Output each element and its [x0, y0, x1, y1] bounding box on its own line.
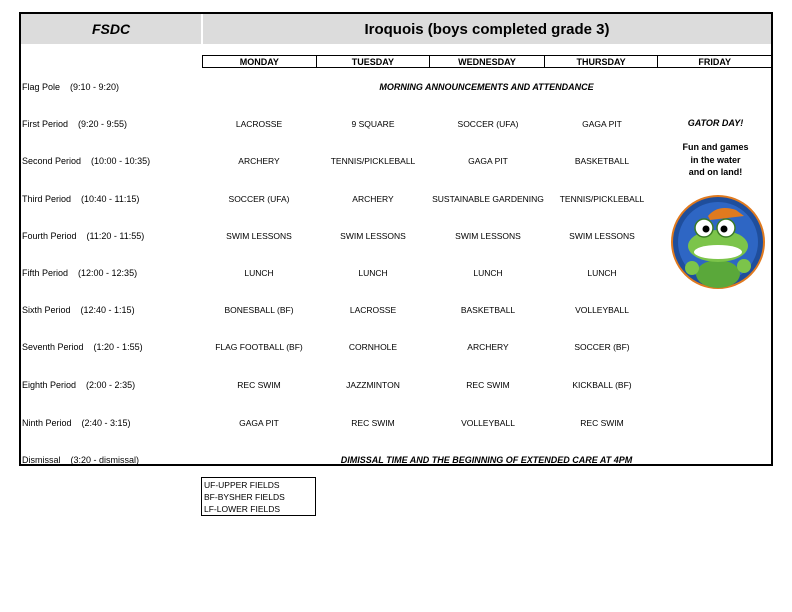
activity-cell: TENNIS/PICKLEBALL: [330, 156, 416, 166]
period-time: (10:40 - 11:15): [81, 194, 140, 204]
period-row: [21, 192, 771, 206]
period-label: [22, 154, 150, 168]
gator-mascot-image: [670, 194, 766, 290]
day-friday: FRIDAY: [657, 55, 771, 68]
banner-text: DIMISSAL TIME AND THE BEGINNING OF EXTENDED CARE AT 4PM: [340, 455, 633, 465]
activity-cell: LUNCH: [473, 268, 503, 278]
period-row: [21, 453, 771, 467]
activity-cell: BONESBALL (BF): [224, 305, 294, 315]
period-label: [22, 192, 139, 206]
period-name: Sixth Period: [22, 305, 71, 315]
period-name: Ninth Period: [22, 418, 72, 428]
activity-cell: SOCCER (UFA): [457, 119, 519, 129]
activity-cell: SOCCER (BF): [574, 342, 630, 352]
activity-cell: SOCCER (UFA): [228, 194, 290, 204]
activity-cell: LACROSSE: [235, 119, 283, 129]
period-name: Fifth Period: [22, 268, 69, 278]
legend-item: BF-BYSHER FIELDS: [204, 492, 285, 502]
activity-cell: SWIM LESSONS: [340, 231, 406, 241]
period-row: [21, 416, 771, 430]
activity-cell: GAGA PIT: [239, 418, 279, 428]
field-legend: [201, 477, 316, 516]
friday-description: [658, 141, 773, 179]
period-time: (11:20 - 11:55): [86, 231, 145, 241]
legend-item: UF-UPPER FIELDS: [204, 480, 280, 490]
schedule-title: Iroquois (boys completed grade 3): [203, 14, 771, 44]
day-monday: MONDAY: [202, 55, 316, 68]
schedule-table: [19, 12, 773, 466]
period-name: Flag Pole: [22, 82, 61, 92]
activity-cell: REC SWIM: [237, 380, 281, 390]
period-label: [22, 340, 143, 354]
friday-desc-line: Fun and games: [682, 142, 749, 152]
day-tuesday: TUESDAY: [316, 55, 430, 68]
period-time: (12:00 - 12:35): [78, 268, 138, 278]
activity-cell: LUNCH: [358, 268, 388, 278]
period-row: [21, 303, 771, 317]
period-name: Eighth Period: [22, 380, 77, 390]
period-label: [22, 80, 119, 94]
activity-cell: SWIM LESSONS: [455, 231, 521, 241]
activity-cell: SUSTAINABLE GARDENING: [432, 194, 544, 204]
activity-cell: SWIM LESSONS: [569, 231, 635, 241]
activity-cell: LUNCH: [244, 268, 274, 278]
day-header-row: [202, 55, 771, 68]
activity-cell: 9 SQUARE: [351, 119, 395, 129]
period-label: [22, 303, 135, 317]
org-label: FSDC: [21, 14, 201, 44]
period-name: Fourth Period: [22, 231, 77, 241]
day-wednesday: WEDNESDAY: [429, 55, 544, 68]
period-time: (3:20 - dismissal): [70, 455, 140, 465]
period-time: (10:00 - 10:35): [91, 156, 151, 166]
activity-cell: ARCHERY: [238, 156, 280, 166]
activity-cell: JAZZMINTON: [346, 380, 400, 390]
period-label: [22, 378, 135, 392]
activity-cell: CORNHOLE: [348, 342, 398, 352]
activity-cell: BASKETBALL: [460, 305, 516, 315]
period-time: (9:10 - 9:20): [70, 82, 120, 92]
banner-text: MORNING ANNOUNCEMENTS AND ATTENDANCE: [379, 82, 594, 92]
period-label: [22, 229, 144, 243]
activity-cell: SWIM LESSONS: [226, 231, 292, 241]
activity-cell: REC SWIM: [580, 418, 624, 428]
period-name: First Period: [22, 119, 69, 129]
period-time: (1:20 - 1:55): [93, 342, 143, 352]
period-time: (2:00 - 2:35): [86, 380, 136, 390]
day-thursday: THURSDAY: [544, 55, 658, 68]
activity-cell: ARCHERY: [467, 342, 509, 352]
activity-cell: ARCHERY: [352, 194, 394, 204]
period-row: [21, 378, 771, 392]
friday-desc-line: and on land!: [688, 167, 743, 177]
period-time: (9:20 - 9:55): [78, 119, 128, 129]
friday-title: GATOR DAY!: [687, 118, 744, 128]
activity-cell: LUNCH: [587, 268, 617, 278]
activity-cell: FLAG FOOTBALL (BF): [215, 342, 303, 352]
period-time: (2:40 - 3:15): [81, 418, 131, 428]
period-row: [21, 266, 771, 280]
friday-desc-line: in the water: [690, 154, 741, 165]
period-name: Second Period: [22, 156, 82, 166]
activity-cell: REC SWIM: [351, 418, 395, 428]
legend-item: LF-LOWER FIELDS: [204, 504, 281, 514]
activity-cell: VOLLEYBALL: [461, 418, 515, 428]
period-row: [21, 229, 771, 243]
period-name: Third Period: [22, 194, 72, 204]
period-label: [22, 117, 127, 131]
activity-cell: REC SWIM: [466, 380, 510, 390]
period-time: (12:40 - 1:15): [80, 305, 135, 315]
activity-cell: KICKBALL (BF): [572, 380, 632, 390]
activity-cell: BASKETBALL: [574, 156, 630, 166]
period-name: Seventh Period: [22, 342, 84, 352]
period-label: [22, 453, 139, 467]
activity-cell: VOLLEYBALL: [575, 305, 629, 315]
period-label: [22, 266, 137, 280]
period-name: Dismissal: [22, 455, 61, 465]
period-row: [21, 80, 771, 94]
activity-cell: LACROSSE: [349, 305, 397, 315]
activity-cell: GAGA PIT: [582, 119, 622, 129]
period-row: [21, 340, 771, 354]
activity-cell: TENNIS/PICKLEBALL: [559, 194, 645, 204]
period-label: [22, 416, 131, 430]
activity-cell: GAGA PIT: [468, 156, 508, 166]
